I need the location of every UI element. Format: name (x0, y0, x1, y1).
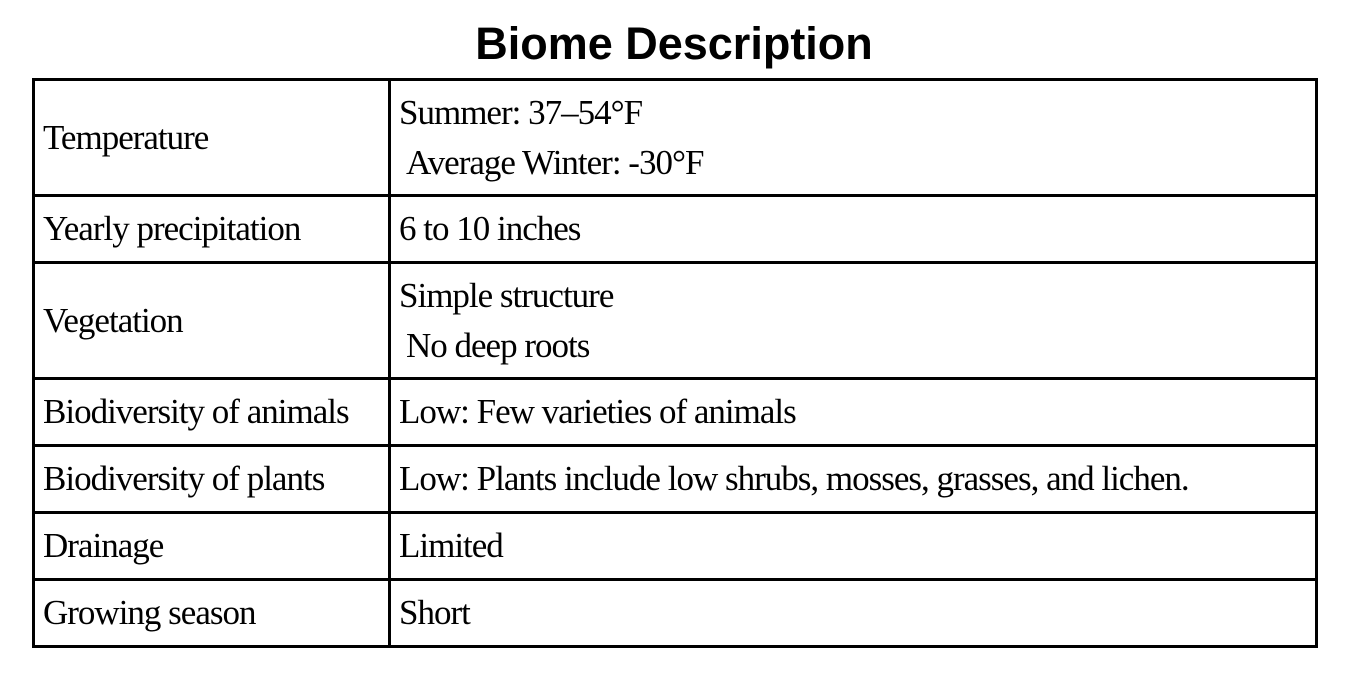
table-row (34, 263, 1317, 379)
row-value: Low: Plants include low shrubs, mosses, grasses, and lichen. (390, 446, 1317, 513)
table-row (34, 513, 1317, 580)
table-row (34, 446, 1317, 513)
row-label: Biodiversity of plants (34, 446, 390, 513)
table-row (34, 196, 1317, 263)
row-label: Drainage (34, 513, 390, 580)
biome-table (32, 78, 1318, 648)
row-value: Short (390, 580, 1317, 647)
table-title: Biome Description (475, 18, 873, 69)
row-value: 6 to 10 inches (390, 196, 1317, 263)
row-value: Simple structure No deep roots (390, 263, 1317, 379)
row-label: Temperature (34, 80, 390, 196)
row-label: Yearly precipitation (34, 196, 390, 263)
table-row (34, 580, 1317, 647)
row-label: Vegetation (34, 263, 390, 379)
row-label: Growing season (34, 580, 390, 647)
table-row (34, 80, 1317, 196)
row-label: Biodiversity of animals (34, 379, 390, 446)
row-value: Low: Few varieties of animals (390, 379, 1317, 446)
table-row (34, 379, 1317, 446)
row-value: Limited (390, 513, 1317, 580)
row-value: Summer: 37–54°F Average Winter: -30°F (390, 80, 1317, 196)
